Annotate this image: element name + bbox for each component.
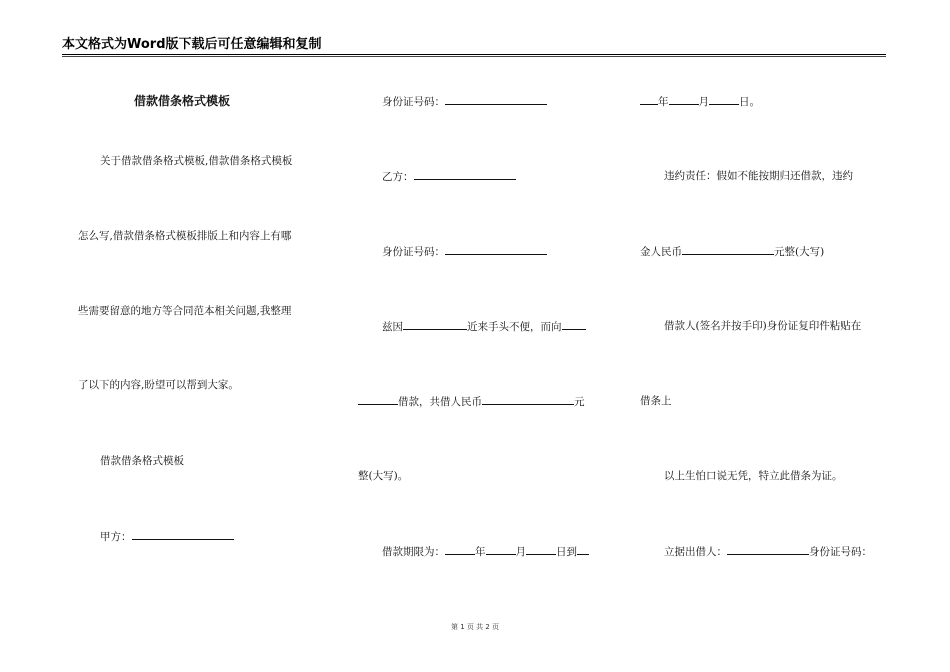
borrower-note: 借款人(签名并按手印)身份证复印件粘贴在	[664, 320, 862, 332]
party-b-field	[382, 169, 516, 184]
signer-line	[664, 544, 872, 559]
loan-amount-blank	[482, 394, 574, 405]
term-day-blank	[526, 544, 556, 555]
signer-blank	[727, 544, 809, 555]
term-end-blank	[577, 544, 589, 555]
end-month-blank	[669, 94, 699, 105]
document-title: 借款借条格式模板	[134, 94, 231, 108]
term-month: 月	[515, 546, 526, 558]
penalty-prefix: 金人民币	[640, 246, 682, 258]
term-year: 年	[475, 546, 486, 558]
end-year: 年	[658, 96, 669, 108]
party-b-blank	[414, 169, 516, 180]
loan-unit: 元	[574, 396, 585, 408]
closing-statement: 以上生怕口说无凭，特立此借条为证。	[664, 470, 843, 482]
intro-line-4: 了以下的内容,盼望可以帮到大家。	[78, 379, 239, 391]
term-year-blank	[445, 544, 475, 555]
end-month: 月	[698, 96, 709, 108]
term-month-blank	[486, 544, 516, 555]
document-header	[62, 36, 886, 55]
id-number-label-2: 身份证号码：	[382, 246, 445, 258]
page-number: 第 1 页 共 2 页	[450, 623, 500, 631]
header-text: 本文格式为Word版下载后可任意编辑和复制	[62, 37, 322, 52]
party-b-label: 乙方：	[382, 171, 414, 183]
attach-note: 借条上	[640, 395, 672, 407]
end-year-blank	[640, 94, 658, 105]
signer-id-label: 身份证号码：	[809, 546, 872, 558]
reason-line	[382, 319, 586, 334]
id-number-field-2	[382, 244, 547, 259]
signer-label: 立据出借人：	[664, 546, 727, 558]
end-date-line	[640, 94, 760, 109]
id-number-blank-2	[445, 244, 547, 255]
id-number-label-1: 身份证号码：	[382, 96, 445, 108]
penalty-suffix: 元整(大写)	[774, 246, 825, 258]
loan-amount-line	[358, 394, 585, 409]
penalty-line	[640, 244, 824, 259]
amount-caps: 整(大写)。	[358, 470, 409, 482]
reason-text: 近来手头不便，而向	[467, 321, 562, 333]
intro-line-1: 关于借款借条格式模板,借款借条格式模板	[100, 155, 293, 167]
party-a-label: 甲方：	[100, 531, 132, 543]
lender-name-blank	[358, 394, 398, 405]
lender-blank	[562, 319, 586, 330]
intro-line-3: 些需要留意的地方等合同范本相关问题,我整理	[78, 305, 292, 317]
end-day: 日。	[739, 96, 760, 108]
loan-term-line	[382, 544, 589, 559]
id-number-field-1	[382, 94, 547, 109]
loan-text: 借款，共借人民币	[398, 396, 482, 408]
page-footer	[0, 622, 950, 632]
term-day: 日到	[556, 546, 577, 558]
intro-line-2: 怎么写,借款借条格式模板排版上和内容上有哪	[78, 230, 292, 242]
penalty-amount-blank	[682, 244, 774, 255]
header-divider	[62, 56, 886, 57]
section-subtitle: 借款借条格式模板	[100, 455, 184, 467]
breach-clause: 违约责任：假如不能按期归还借款，违约	[664, 170, 853, 182]
term-label: 借款期限为：	[382, 546, 445, 558]
party-a-blank	[132, 529, 234, 540]
reason-prefix: 兹因	[382, 321, 403, 333]
party-a-field	[100, 529, 234, 544]
id-number-blank-1	[445, 94, 547, 105]
end-day-blank	[709, 94, 739, 105]
reason-blank	[403, 319, 467, 330]
